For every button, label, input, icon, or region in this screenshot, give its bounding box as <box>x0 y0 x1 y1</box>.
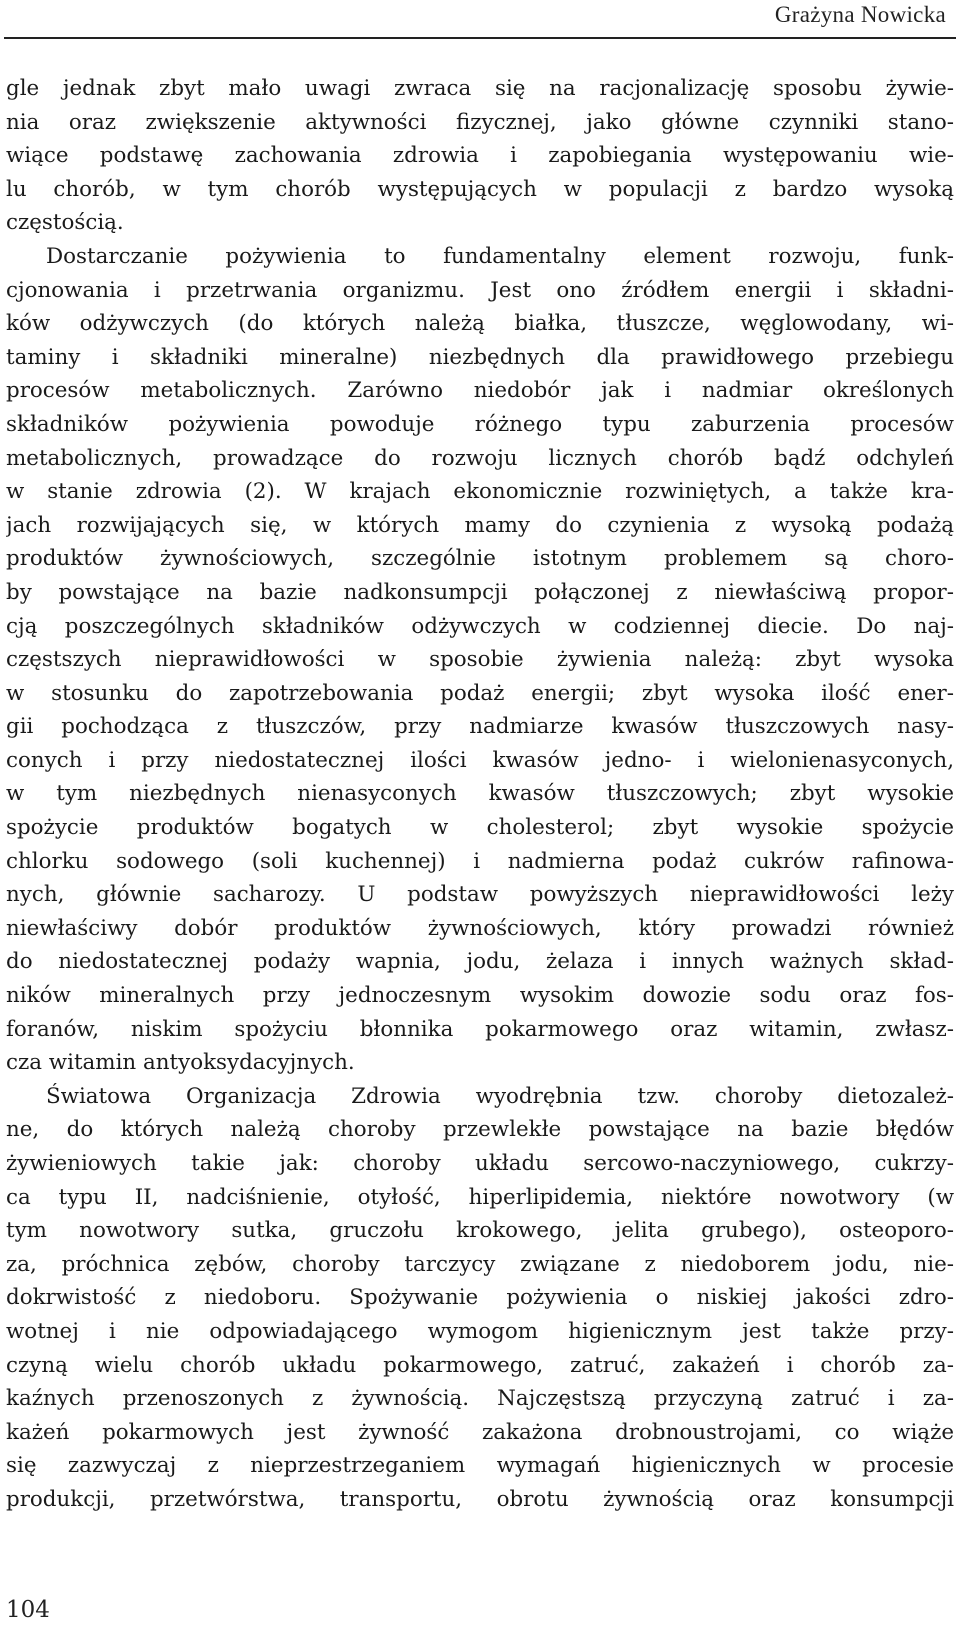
text-line: ne, do których należą choroby przewlekłe powstające na bazie błędów <box>6 1117 954 1143</box>
text-line: czyną wielu chorób układu pokarmowego, zatruć, zakażeń i chorób za- <box>6 1352 954 1378</box>
text-line: metabolicznych, prowadzące do rozwoju licznych chorób bądź odchyleń <box>6 445 954 471</box>
paragraph <box>6 240 954 1080</box>
text-line: nia oraz zwiększenie aktywności fizycznej, jako główne czynniki stano- <box>6 109 954 135</box>
text-line: składników pożywienia powoduje różnego typu zaburzenia procesów <box>6 411 954 437</box>
paragraph <box>6 72 954 240</box>
text-line: częstszych nieprawidłowości w sposobie żywienia należą: zbyt wysoka <box>6 647 954 673</box>
text-line: wotnej i nie odpowiadającego wymogom higienicznym jest także przy- <box>6 1318 954 1344</box>
text-line: conych i przy niedostatecznej ilości kwasów jedno- i wielonienasyconych, <box>6 747 954 773</box>
text-line: jach rozwijających się, w których mamy do czynienia z wysoką podażą <box>6 512 954 538</box>
text-line: kaźnych przenoszonych z żywnością. Najczęstszą przyczyną zatruć i za- <box>6 1386 954 1412</box>
text-line: do niedostatecznej podaży wapnia, jodu, żelaza i innych ważnych skład- <box>6 949 954 975</box>
text-line: dokrwistość z niedoboru. Spożywanie pożywienia o niskiej jakości zdro- <box>6 1285 954 1311</box>
text-line: ników mineralnych przy jednoczesnym wysokim dowozie sodu oraz fos- <box>6 983 954 1009</box>
text-line: Dostarczanie pożywienia to fundamentalny element rozwoju, funk- <box>46 243 954 269</box>
page-number: 104 <box>6 1597 50 1623</box>
text-line: w stosunku do zapotrzebowania podaż energii; zbyt wysoka ilość ener- <box>6 680 954 706</box>
text-line: ków odżywczych (do których należą białka, tłuszcze, węglowodany, wi- <box>6 311 954 337</box>
running-header-author: Grażyna Nowicka <box>774 2 946 27</box>
text-line: wiące podstawę zachowania zdrowia i zapobiegania występowaniu wie- <box>6 143 954 169</box>
text-line: by powstające na bazie nadkonsumpcji połączonej z niewłaściwą propor- <box>6 579 954 605</box>
text-line: chlorku sodowego (soli kuchennej) i nadmierna podaż cukrów rafinowa- <box>6 848 954 874</box>
text-line: cjonowania i przetrwania organizmu. Jest ono źródłem energii i składni- <box>6 277 954 303</box>
body-text <box>6 72 954 1517</box>
text-line: taminy i składniki mineralne) niezbędnych dla prawidłowego przebiegu <box>6 344 954 370</box>
text-line: każeń pokarmowych jest żywność zakażona drobnoustrojami, co wiąże <box>6 1419 954 1445</box>
text-line: cją poszczególnych składników odżywczych w codziennej diecie. Do naj- <box>6 613 954 639</box>
text-line: ca typu II, nadciśnienie, otyłość, hiperlipidemia, niektóre nowotwory (w <box>6 1184 954 1210</box>
paragraph <box>6 1080 954 1517</box>
text-line: niewłaściwy dobór produktów żywnościowych, który prowadzi również <box>6 915 954 941</box>
text-line: spożycie produktów bogatych w cholesterol; zbyt wysokie spożycie <box>6 815 954 841</box>
header-rule <box>4 37 956 39</box>
text-line: foranów, niskim spożyciu błonnika pokarmowego oraz witamin, zwłasz- <box>6 1016 954 1042</box>
text-line: cza witamin antyoksydacyjnych. <box>6 1050 355 1076</box>
text-line: gle jednak zbyt mało uwagi zwraca się na racjonalizację sposobu żywie- <box>6 76 954 101</box>
text-line: za, próchnica zębów, choroby tarczycy związane z niedoborem jodu, nie- <box>6 1251 954 1277</box>
text-line: produktów żywnościowych, szczególnie istotnym problemem są choro- <box>6 546 954 572</box>
text-line: procesów metabolicznych. Zarówno niedobór jak i nadmiar określonych <box>6 378 954 404</box>
text-line: częstością. <box>6 210 124 236</box>
text-line: w stanie zdrowia (2). W krajach ekonomicznie rozwiniętych, a także kra- <box>6 479 954 505</box>
text-line: w tym niezbędnych nienasyconych kwasów tłuszczowych; zbyt wysokie <box>6 781 954 807</box>
text-line: żywieniowych takie jak: choroby układu sercowo-naczyniowego, cukrzy- <box>6 1151 954 1176</box>
text-line: Światowa Organizacja Zdrowia wyodrębnia tzw. choroby dietozależ- <box>46 1083 954 1109</box>
text-line: tym nowotwory sutka, gruczołu krokowego, jelita grubego), osteoporo- <box>6 1218 954 1244</box>
text-line: produkcji, przetwórstwa, transportu, obrotu żywnością oraz konsumpcji <box>6 1486 954 1512</box>
text-line: się zazwyczaj z nieprzestrzeganiem wymagań higienicznych w procesie <box>6 1453 954 1479</box>
text-line: lu chorób, w tym chorób występujących w populacji z bardzo wysoką <box>6 176 954 202</box>
text-line: gii pochodząca z tłuszczów, przy nadmiarze kwasów tłuszczowych nasy- <box>6 714 954 740</box>
text-line: nych, głównie sacharozy. U podstaw powyższych nieprawidłowości leży <box>6 882 954 908</box>
